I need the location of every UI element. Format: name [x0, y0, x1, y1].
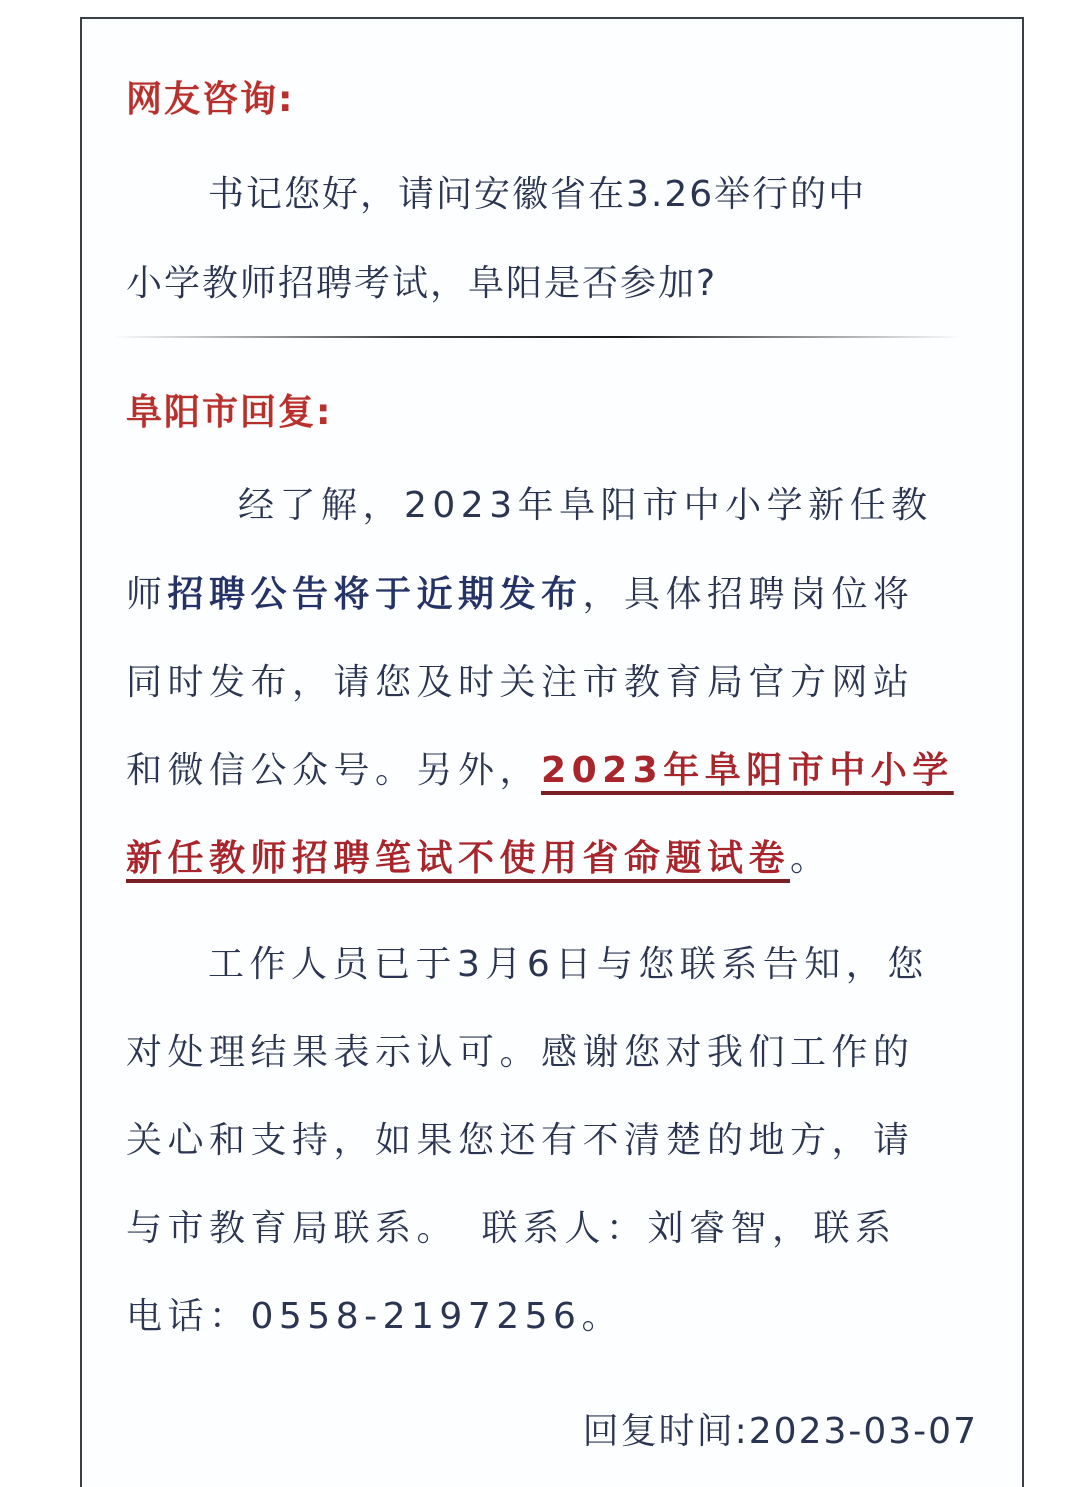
reply-para1-line-2-post: ，具体招聘岗位将	[582, 574, 915, 615]
reply-para1-line-3: 同时发布，请您及时关注市教育局官方网站	[126, 662, 915, 703]
exam-notice-emphasis-part1: 2023年阜阳市中小学	[541, 750, 954, 791]
reply-para1-line-1: 经了解，2023年阜阳市中小学新任教	[238, 485, 933, 526]
reply-para2-line-3: 关心和支持，如果您还有不清楚的地方，请	[126, 1120, 915, 1161]
reply-para1-line-2-pre: 师	[126, 574, 168, 615]
exam-notice-emphasis-part2: 新任教师招聘笔试不使用省命题试卷	[126, 838, 791, 879]
reply-para1-line-5-post: 。	[790, 838, 832, 879]
section-divider	[112, 336, 962, 338]
recruitment-notice-emphasis: 招聘公告将于近期发布	[167, 574, 583, 615]
contact-phone-line: 电话：0558-2197256。	[126, 1296, 623, 1337]
reply-para2-line-1: 工作人员已于3月6日与您联系告知，您	[208, 944, 929, 985]
reply-para1-line-4	[126, 749, 986, 793]
reply-para1-line-2	[126, 573, 986, 617]
reply-heading: 阜阳市回复:	[126, 392, 333, 433]
question-line-1: 书记您好，请问安徽省在3.26举行的中	[208, 174, 867, 215]
reply-para1-line-5	[126, 837, 986, 881]
reply-para1-line-4-pre: 和微信公众号。另外，	[126, 750, 542, 791]
reply-para2-line-2: 对处理结果表示认可。感谢您对我们工作的	[126, 1032, 915, 1073]
question-line-2: 小学教师招聘考试，阜阳是否参加?	[126, 263, 718, 304]
question-heading: 网友咨询:	[126, 79, 295, 120]
reply-para2-line-4: 与市教育局联系。 联系人：刘睿智，联系	[126, 1208, 897, 1249]
message-card	[80, 17, 1024, 1487]
reply-timestamp: 回复时间:2023-03-07	[582, 1411, 978, 1452]
